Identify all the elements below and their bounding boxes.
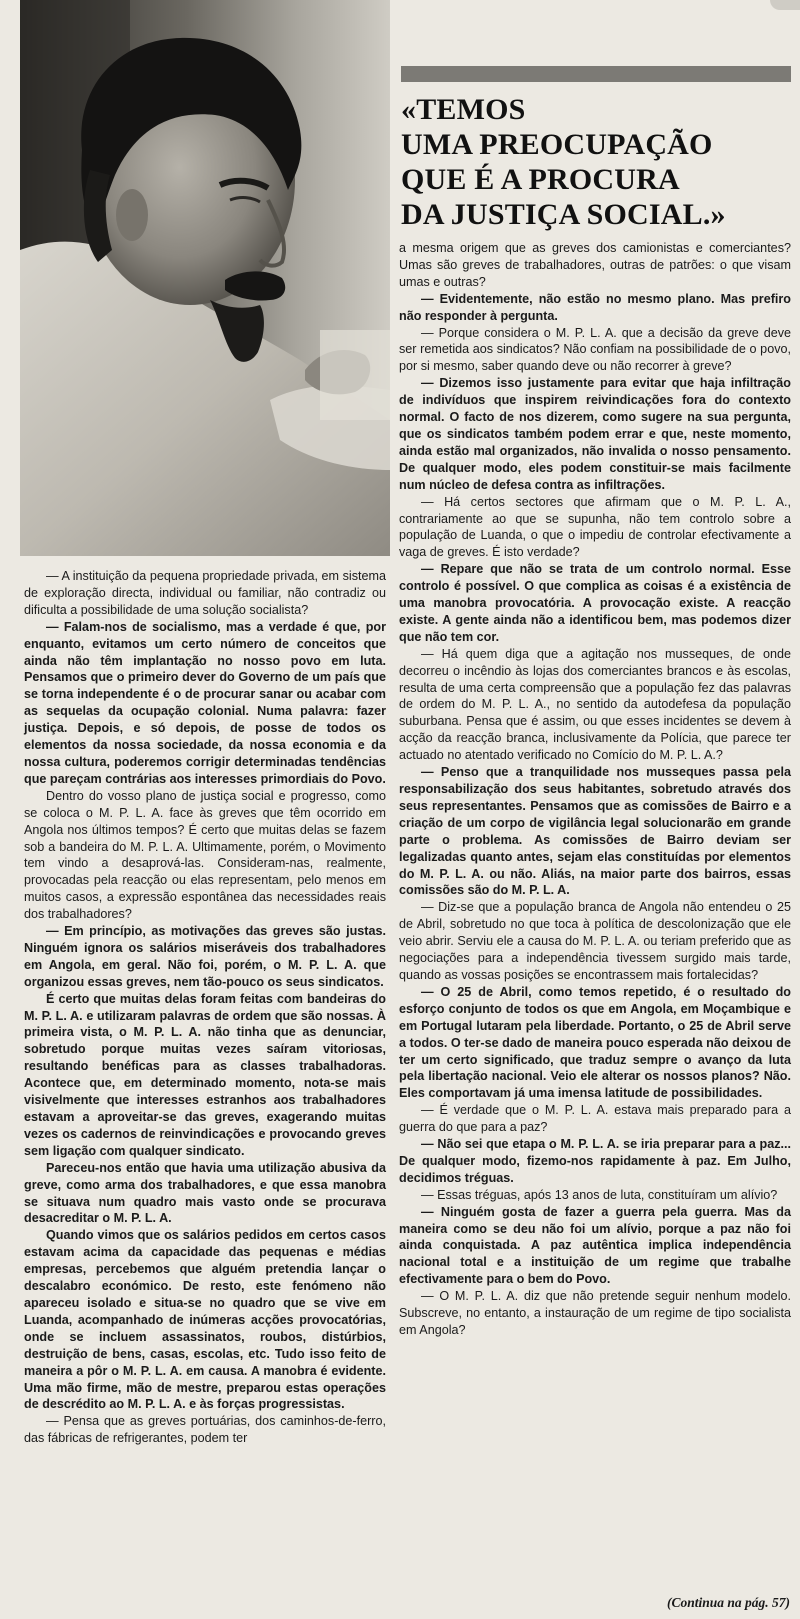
answer-paragraph: — Em princípio, as motivações das greves são justas. Ninguém ignora os salários miseráveis dos trabalhadores em Angola, em geral. Não foi, porém, o M. P. L. A. que organizou essas greves, nem tão-pouco os seus sindicatos.	[24, 924, 386, 989]
question-paragraph: — Porque considera o M. P. L. A. que a decisão da greve deve ser remetida aos sindicatos? Não confiam na possibilidade de o povo, por si mesmo, saber quando deve ou não recorrer à greve?	[399, 325, 791, 374]
answer-paragraph: — Evidentemente, não estão no mesmo plano. Mas prefiro não responder à pergunta.	[399, 291, 791, 323]
portrait-photo	[20, 0, 390, 556]
continuation-note: (Continua na pág. 57)	[666, 1595, 790, 1610]
answer-paragraph: — Ninguém gosta de fazer a guerra pela guerra. Mas da maneira como se deu não foi um alívio, porque a paz não foi ainda conquistada. A paz autêntica implica independência nacional total e a instituição de um regime que trabalhe efectivamente para o bem do Povo.	[399, 1204, 791, 1287]
header-rule-bar	[401, 66, 791, 82]
question-paragraph: — O M. P. L. A. diz que não pretende seguir nenhum modelo. Subscreve, no entanto, a instauração de um regime de tipo socialista em Angola?	[399, 1289, 791, 1337]
answer-paragraph: — Dizemos isso justamente para evitar que haja infiltração de indivíduos que inspirem reivindicações fora do contexto normal. O facto de nos dizerem, como sugere na sua pergunta, que os sindicatos também podem errar e que, neste momento, ainda estão mal organizados, não invalida o nosso pensamento. De qualquer modo, eles podem constituir-se mais facilmente num núcleo de defesa contra as infiltrações.	[399, 376, 791, 492]
question-paragraph: — Diz-se que a população branca de Angola não entendeu o 25 de Abril, sobretudo no que toca à política de descolonização que ele veio abrir. Serviu ele a causa do M. P. L. A. ou teriam preferido que as negociações para a independência tivessem surgido mais tarde, quando as vossas posições se encontrassem mais fortalecidas?	[399, 900, 791, 982]
headline-line: UMA PREOCUPAÇÃO	[401, 128, 713, 161]
question-paragraph: — Há quem diga que a agitação nos musseques, de onde decorreu o incêndio às lojas dos comerciantes brancos e às escolas, resulta de uma certa compreensão que a população fez das palavras de ordem do M. P. L. A., no sentido da autodefesa da população suburbana. Pensa que é assim, ou que esses incidentes se devem à acção da reacção branca, inclusivamente da Polícia, que parece ter actuado no atentado verificado no Comício do M. P. L. A.?	[399, 646, 791, 763]
answer-paragraph: — Penso que a tranquilidade nos musseques passa pela responsabilização dos seus habitantes, sobretudo através dos seus representantes. Pensamos que as comissões de Bairro e a criação de um corpo de vigilância legal solucionarão em grande parte o problema. As comissões de Bairro deviam ser legalizadas quanto antes, sejam elas constituídas por elementos do M. P. L. A. ou não. Aliás, na maior parte dos bairros, essas comissões são do M. P. L. A.	[399, 765, 791, 898]
answer-paragraph: É certo que muitas delas foram feitas com bandeiras do M. P. L. A. e utilizaram palavras de ordem que são nossas. À primeira vista, o M. P. L. A. não tinha que as denunciar, sobretudo porque muitas vezes saíram vitoriosas, resultando benéficas para as classes trabalhadoras. Acontece que, em determinado momento, nota-se mais visivelmente que interesses estranhos aos trabalhadores estavam a aproveitar-se das greves, exagerando muitas vezes os cadernos de reinvindicações e provocando greves sem ligação com qualquer sindicato.	[24, 991, 386, 1158]
headline-line: QUE É A PROCURA	[401, 163, 680, 196]
headline-line: «TEMOS	[401, 93, 526, 126]
question-paragraph: — Pensa que as greves portuárias, dos caminhos-de-ferro, das fábricas de refrigerantes, podem ter	[24, 1414, 386, 1446]
question-paragraph: — Há certos sectores que afirmam que o M. P. L. A., contrariamente ao que se supunha, não tem controlo sobre a população de Luanda, o que o impediu de controlar efectivamente a vaga de greves. É isto verdade?	[399, 494, 791, 560]
portrait-illustration	[20, 0, 390, 556]
answer-paragraph: Quando vimos que os salários pedidos em certos casos estavam acima da capacidade das pequenas e médias empresas, percebemos que alguém pretendia lançar o descalabro económico. De resto, este fenómeno não apareceu isolado e situa-se no quadro que se vive em Luanda, acompanhado de inúmeras acções provocatórias, onde se incluem assassinatos, roubos, distúrbios, destruição de bens, casas, escolas, etc. Tudo isso feito de maneira a pôr o M. P. L. A. em causa. A manobra é evidente. Uma mão firme, mão de mestre, preparou estas operações de descrédito ao M. P. L. A. e às forças progressistas.	[24, 1228, 386, 1412]
question-paragraph: — Essas tréguas, após 13 anos de luta, constituíram um alívio?	[421, 1187, 778, 1202]
question-paragraph: a mesma origem que as greves dos camionistas e comerciantes? Umas são greves de trabalhadores, outras de patrões: o que visam umas e outras?	[399, 241, 791, 289]
answer-paragraph: — Não sei que etapa o M. P. L. A. se iria preparar para a paz... De qualquer modo, fizemo-nos rapidamente à paz. Em Julho, decidimos tréguas.	[399, 1137, 791, 1185]
right-text-column	[399, 240, 791, 1339]
headline	[401, 92, 791, 232]
question-paragraph: — É verdade que o M. P. L. A. estava mais preparado para a guerra do que para a paz?	[399, 1103, 791, 1135]
answer-paragraph: — O 25 de Abril, como temos repetido, é o resultado do esforço conjunto de todos os que em Angola, em Moçambique e em Portugal lutaram pela liberdade. Portanto, o 25 de Abril serve a todos. O ter-se dado de maneira pouco esperada não deixou de ter um certo significado, que traduz sempre o avanço da luta pela libertação nacional. Veio ele alterar os nossos planos? Não. Eles comportavam já uma imensa latitude de possibilidades.	[399, 984, 791, 1101]
answer-paragraph: Pareceu-nos então que havia uma utilização abusiva da greve, como arma dos trabalhadores, e que essa manobra se situava num quadro mais vasto onde se procurava desacreditar o M. P. L. A.	[24, 1160, 386, 1226]
headline-line: DA JUSTIÇA SOCIAL.»	[401, 198, 726, 231]
question-paragraph: Dentro do vosso plano de justiça social e progresso, como se coloca o M. P. L. A. face às greves que têm ocorrido em Angola nos últimos tempos? É certo que muitas delas se fazem sob a bandeira do M. P. L. A. Ultimamente, porém, o Movimento tem vindo a desaprová-las. Consideram-nas, realmente, provocadas pela reacção ou elas representam, pelo menos em muitos casos, a expressão espontânea das necessidades reais dos trabalhadores?	[24, 788, 386, 922]
answer-paragraph: — Repare que não se trata de um controlo normal. Esse controlo é possível. O que complica as coisas é a existência de uma manobra provocatória. A provocação existe. A reacção existe. A gente ainda não a identificou bem, mas podemos dizer que não tem cor.	[399, 562, 791, 644]
left-text-column	[24, 568, 386, 1447]
answer-paragraph: — Falam-nos de socialismo, mas a verdade é que, por enquanto, evitamos um certo número de conceitos que ainda não têm implantação no nosso povo em luta. Pensamos que o primeiro dever do Governo de um país que se torna independente é o de procurar sanar ou acabar com as sequelas da ocupação colonial. Numa palavra: fazer justiça. Depois, e só depois, de posse de todos os elementos da nossa sociedade, da nossa economia e da nossa cultura, poderemos corrigir determinadas tendências que pareçam contrárias aos interesses primordiais do Povo.	[24, 619, 386, 786]
question-paragraph: — A instituição da pequena propriedade privada, em sistema de exploração directa, individual ou familiar, não contradiz ou dificulta a possibilidade de uma solução socialista?	[24, 569, 386, 617]
page-corner-mark	[770, 0, 800, 10]
